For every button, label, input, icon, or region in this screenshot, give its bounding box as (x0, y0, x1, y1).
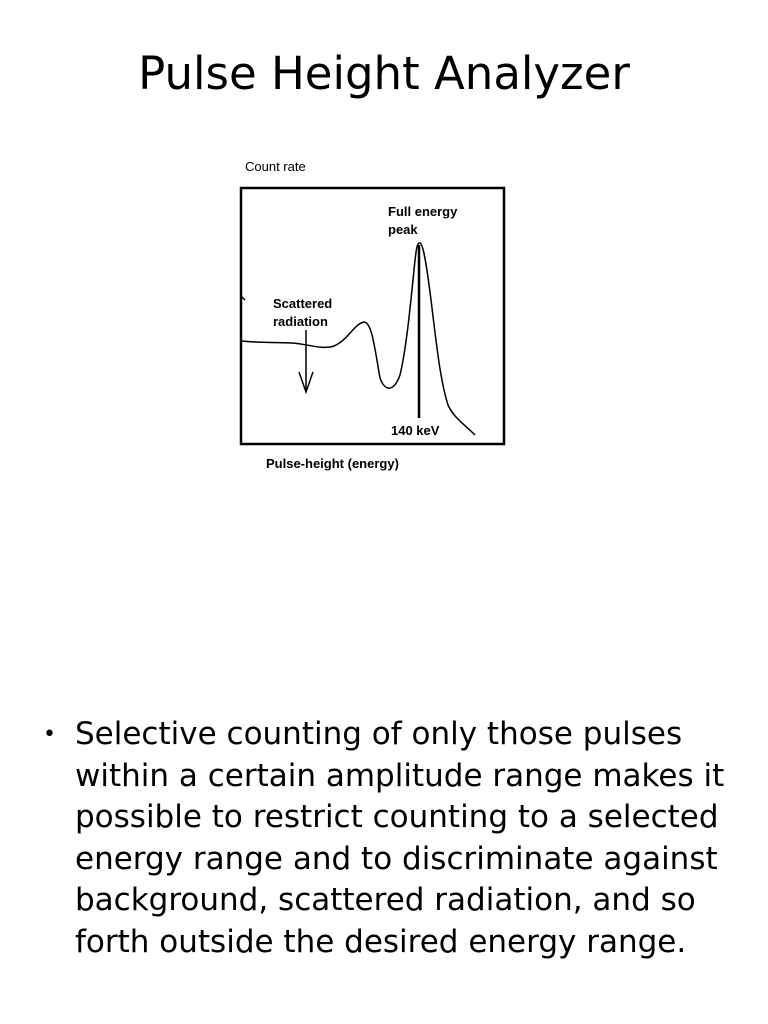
scatter-label-line1: Scattered (273, 296, 333, 311)
peak-label-line2: peak (388, 222, 418, 237)
slide-title: Pulse Height Analyzer (138, 47, 630, 100)
y-axis-label: Count rate (245, 159, 306, 174)
scatter-label-line2: radiation (273, 314, 328, 329)
x-axis-label: Pulse-height (energy) (266, 456, 399, 471)
energy-spectrum-figure (230, 150, 520, 480)
bullet-icon: • (43, 722, 56, 747)
peak-label-line1: Full energy (388, 204, 458, 219)
bullet-text: Selective counting of only those pulses within a certain amplitude range makes it possible to restrict counting to a selected energy range and to discriminate against background, scattered radiation, and so forth outside the desired energy range. (75, 716, 725, 960)
spectrum-curve (242, 243, 475, 435)
bullet-list (40, 714, 740, 963)
bullet-item (40, 714, 740, 963)
energy-marker-label: 140 keV (391, 423, 440, 438)
